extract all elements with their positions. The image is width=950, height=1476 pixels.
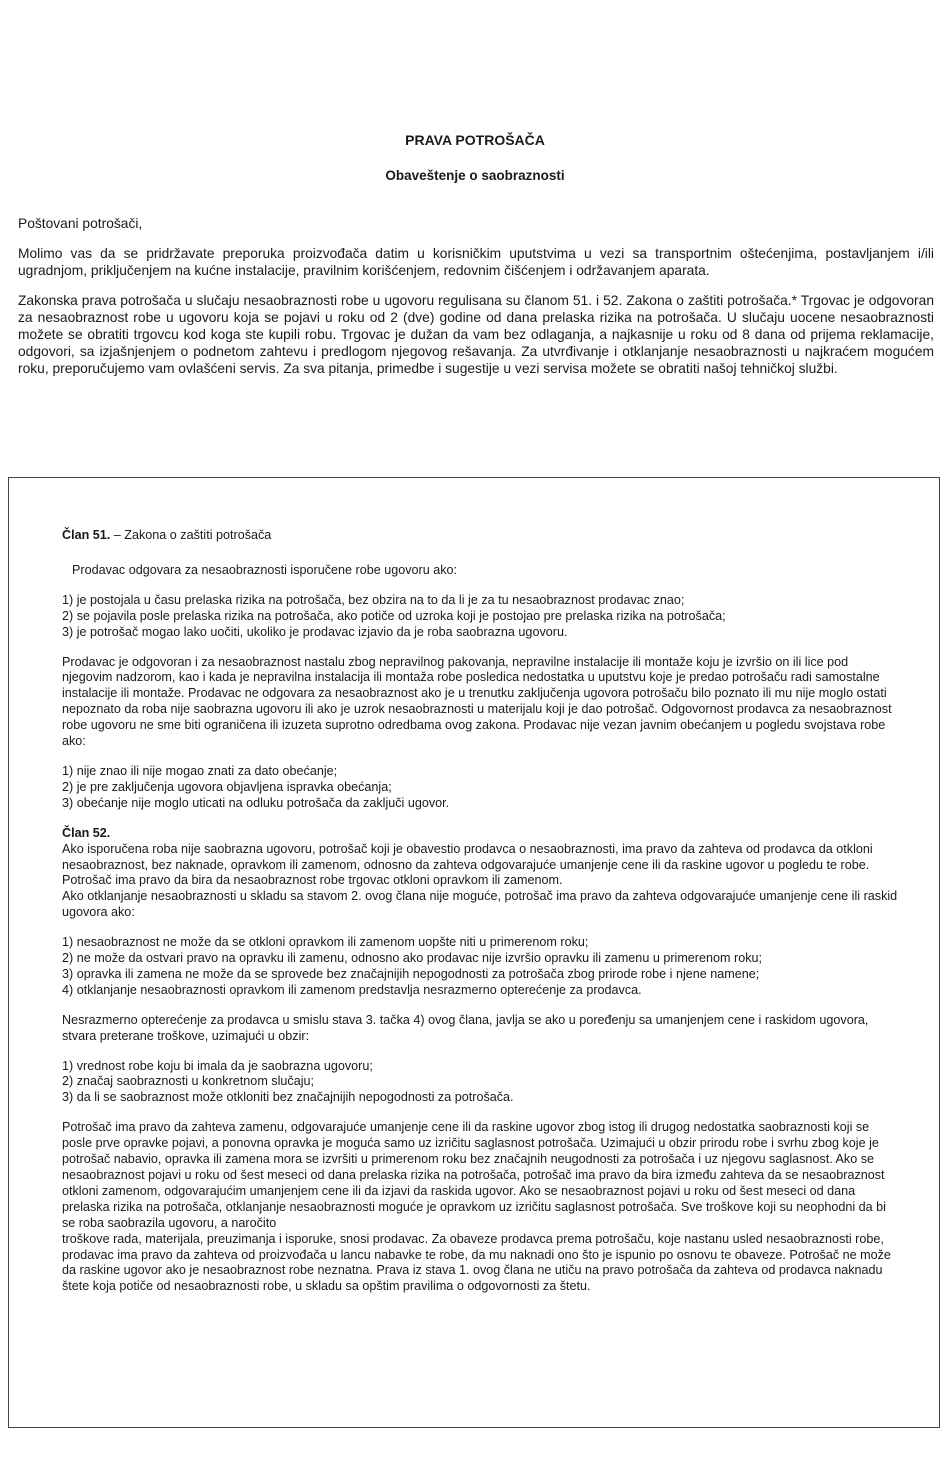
intro-paragraph-1: Molimo vas da se pridržavate preporuka proizvođača datim u korisničkim uputstvima u vezi sa transportnim oštećenjima, postavljanjem i/ili ugradnjom, priključenjem na kućne instalacije, pravilnim korišćenjem, redovnim čišćenjem i održavanjem aparata.: [18, 246, 934, 278]
clan-51-paragraph: Prodavac je odgovoran i za nesaobraznost nastalu zbog nepravilnog pakovanja, nepravilne instalacije ili montaže koju je izvršio on ili lice pod njegovim nadzorom, kao i kada je nepravilna instalacija ili montaža robe posledica nedostatka u uputstvu koje je predao potrošaču radi samostalne instalacije ili montaže. Prodavac ne odgovara za nesaobraznost ako je u trenutku zaključenja ugovora potrošaču bilo poznato ili mu nije moglo ostati nepoznato da roba nije saobrazna ugovoru ili ako je uzrok nesaobraznosti u materijalu koji je dao potrošač. Odgovornost prodavca za nesaobraznost robe ugovoru ne sme biti ograničena ili izuzeta suprotno odredbama ovog zakona. Prodavac nije vezan javnim obećanjem u pogledu svojstava robe ako:: [62, 654, 892, 749]
clan-52-heading: Član 52.: [62, 825, 111, 840]
clan-51-heading: [62, 528, 898, 544]
intro-paragraph-2: Zakonska prava potrošača u slučaju nesaobraznosti robe u ugovoru regulisana su članom 51. i 52. Zakona o zaštiti potrošača.* Trgovac je odgovoran za nesaobraznost robe u ugovoru koja se pojavi u roku od 2 (dve) godine od dana prelaska rizika na potrošača. U slučaju uocene nesaobraznosti možete se obratiti trgovcu kod koga ste kupili robu. Trgovac je dužan da vam bez odlaganja, a najkasnije u roku od 8 dana od prijema reklamacije, odgovori, sa izjašnjenjem o podnetom zahtevu i predlogom njegovog rešavanja. Za utvrđivanje i otklanjanje nesaobraznosti u najkraćem mogućem roku, preporučujemo vam ovlašćeni servis. Za sva pitanja, primedbe i sugestije u vezi servisa možete se obratiti našoj tehničkoj službi.: [18, 293, 934, 376]
greeting: Poštovani potrošači,: [18, 216, 143, 231]
clan-51-promise-item-3: 3) obećanje nije moglo uticati na odluku potrošača da zaključi ugovor.: [62, 795, 450, 810]
clan-52-paragraph-4b: troškove rada, materijala, preuzimanja i isporuke, snosi prodavac. Za obaveze prodavca prema potrošaču, koje nastanu usled nesaobraznosti robe, prodavac ima pravo da zahteva od proizvođača u lancu nabavke te robe, da mu naknadi ono što je ispunio po osnovu te obaveze. Potrošač ne može da raskine ugovor ako je nesaobraznost robe neznatna. Prava iz stava 1. ovog člana ne utiču na pravo potrošača da zahteva od prodavca naknadu štete koja potiče od nesaobraznosti robe, u skladu sa opštim pravilima o odgovornosti za štetu.: [62, 1231, 891, 1294]
clan-52-burden-item-3: 3) da li se saobraznost može otkloniti bez značajnijih nepogodnosti za potrošača.: [62, 1090, 514, 1105]
clan-51-number: Član 51.: [62, 528, 111, 542]
clan-51-promise-item-1: 1) nije znao ili nije mogao znati za dato obećanje;: [62, 763, 338, 778]
clan-52-paragraph-2: Ako otklanjanje nesaobraznosti u skladu sa stavom 2. ovog člana nije moguće, potrošač ima pravo da zahteva odgovarajuće umanjenje cene ili raskid ugovora ako:: [62, 889, 898, 920]
clan-51-item-3: 3) je potrošač mogao lako uočiti, ukoliko je prodavac izjavio da je roba saobrazna ugovoru.: [62, 624, 568, 639]
clan-52-paragraph-4a: Potrošač ima pravo da zahteva zamenu, odgovarajuće umanjenje cene ili da raskine ugovor zbog istog ili drugog nedostatka saobraznosti koji se posle prve opravke pojavi, a ponovna opravka je moguća samo uz izričitu saglasnost potrošača. Uzimajući u obzir prirodu robe i svrhu zbog koje je potrošač nabavio, opravka ili zamena mora se izvršiti u primerenom roku bez značajnih neugodnosti za potrošača i uz njegovu saglasnost. Ako se nesaobraznost pojavi u roku od šest meseci od dana prelaska rizika na potrošača, potrošač ima pravo da bira između zahteva da se nesaobraznost otkloni zamenom, odgovarajućim umanjenjem cene ili da izjavi da raskida ugovor. Ako se nesaobraznost pojavi u roku od šest meseci od dana prelaska rizika na potrošača, otklanjanje nesaobraznosti moguće je opravkom uz izričitu saglasnost potrošača. Sve troškove koji su neophodni da bi se roba saobrazila ugovoru, a naročito: [62, 1120, 886, 1230]
clan-51-item-1: 1) je postojala u času prelaska rizika na potrošača, bez obzira na to da li je za tu nesaobraznost prodavac znao;: [62, 592, 685, 607]
clan-52-item-1: 1) nesaobraznost ne može da se otkloni opravkom ili zamenom uopšte niti u primerenom roku;: [62, 935, 589, 950]
clan-52-item-3: 3) opravka ili zamena ne može da se sprovede bez značajnijih nepogodnosti za potrošača zbog prirode robe i njene namene;: [62, 966, 760, 981]
clan-52-item-4: 4) otklanjanje nesaobraznosti opravkom ili zamenom predstavlja nesrazmerno opterećenje za prodavca.: [62, 982, 642, 997]
law-excerpt-content: [62, 528, 898, 1295]
clan-52-paragraph-3: Nesrazmerno opterećenje za prodavca u smislu stava 3. tačka 4) ovog člana, javlja se ako u poređenju sa umanjenjem cene i raskidom ugovora, stvara preterane troškove, uzimajući u obzir:: [62, 1012, 869, 1043]
document-title: PRAVA POTROŠAČA: [405, 132, 545, 148]
clan-51-lead: Prodavac odgovara za nesaobraznosti isporučene robe ugovoru ako:: [72, 562, 458, 577]
clan-52-paragraph-1: Ako isporučena roba nije saobrazna ugovoru, potrošač koji je obavestio prodavca o nesaobraznosti, ima pravo da zahteva od prodavca da otkloni nesaobraznost, bez naknade, opravkom ili zamenom, odnosno da zahteva odgovarajuće umanjenje cene ili da raskine ugovor u pogledu te robe. Potrošač ima pravo da bira da nesaobraznost robe trgovac otkloni opravkom ili zamenom.: [62, 841, 873, 888]
law-excerpt-box: [8, 477, 940, 1428]
clan-51-promise-item-2: 2) je pre zaključenja ugovora objavljena ispravka obećanja;: [62, 779, 392, 794]
intro-section: [18, 215, 934, 390]
clan-51-heading-rest: – Zakona o zaštiti potrošača: [110, 528, 272, 542]
clan-52-burden-item-1: 1) vrednost robe koju bi imala da je saobrazna ugovoru;: [62, 1058, 373, 1073]
clan-52-burden-item-2: 2) značaj saobraznosti u konkretnom slučaju;: [62, 1074, 315, 1089]
clan-51-item-2: 2) se pojavila posle prelaska rizika na potrošača, ako potiče od uzroka koji je postojao pre prelaska rizika na potrošača;: [62, 608, 726, 623]
document-subtitle: Obaveštenje o saobraznosti: [385, 168, 565, 183]
clan-52-item-2: 2) ne može da ostvari pravo na opravku ili zamenu, odnosno ako prodavac nije izvršio opravku ili zamenu u primerenom roku;: [62, 951, 763, 966]
